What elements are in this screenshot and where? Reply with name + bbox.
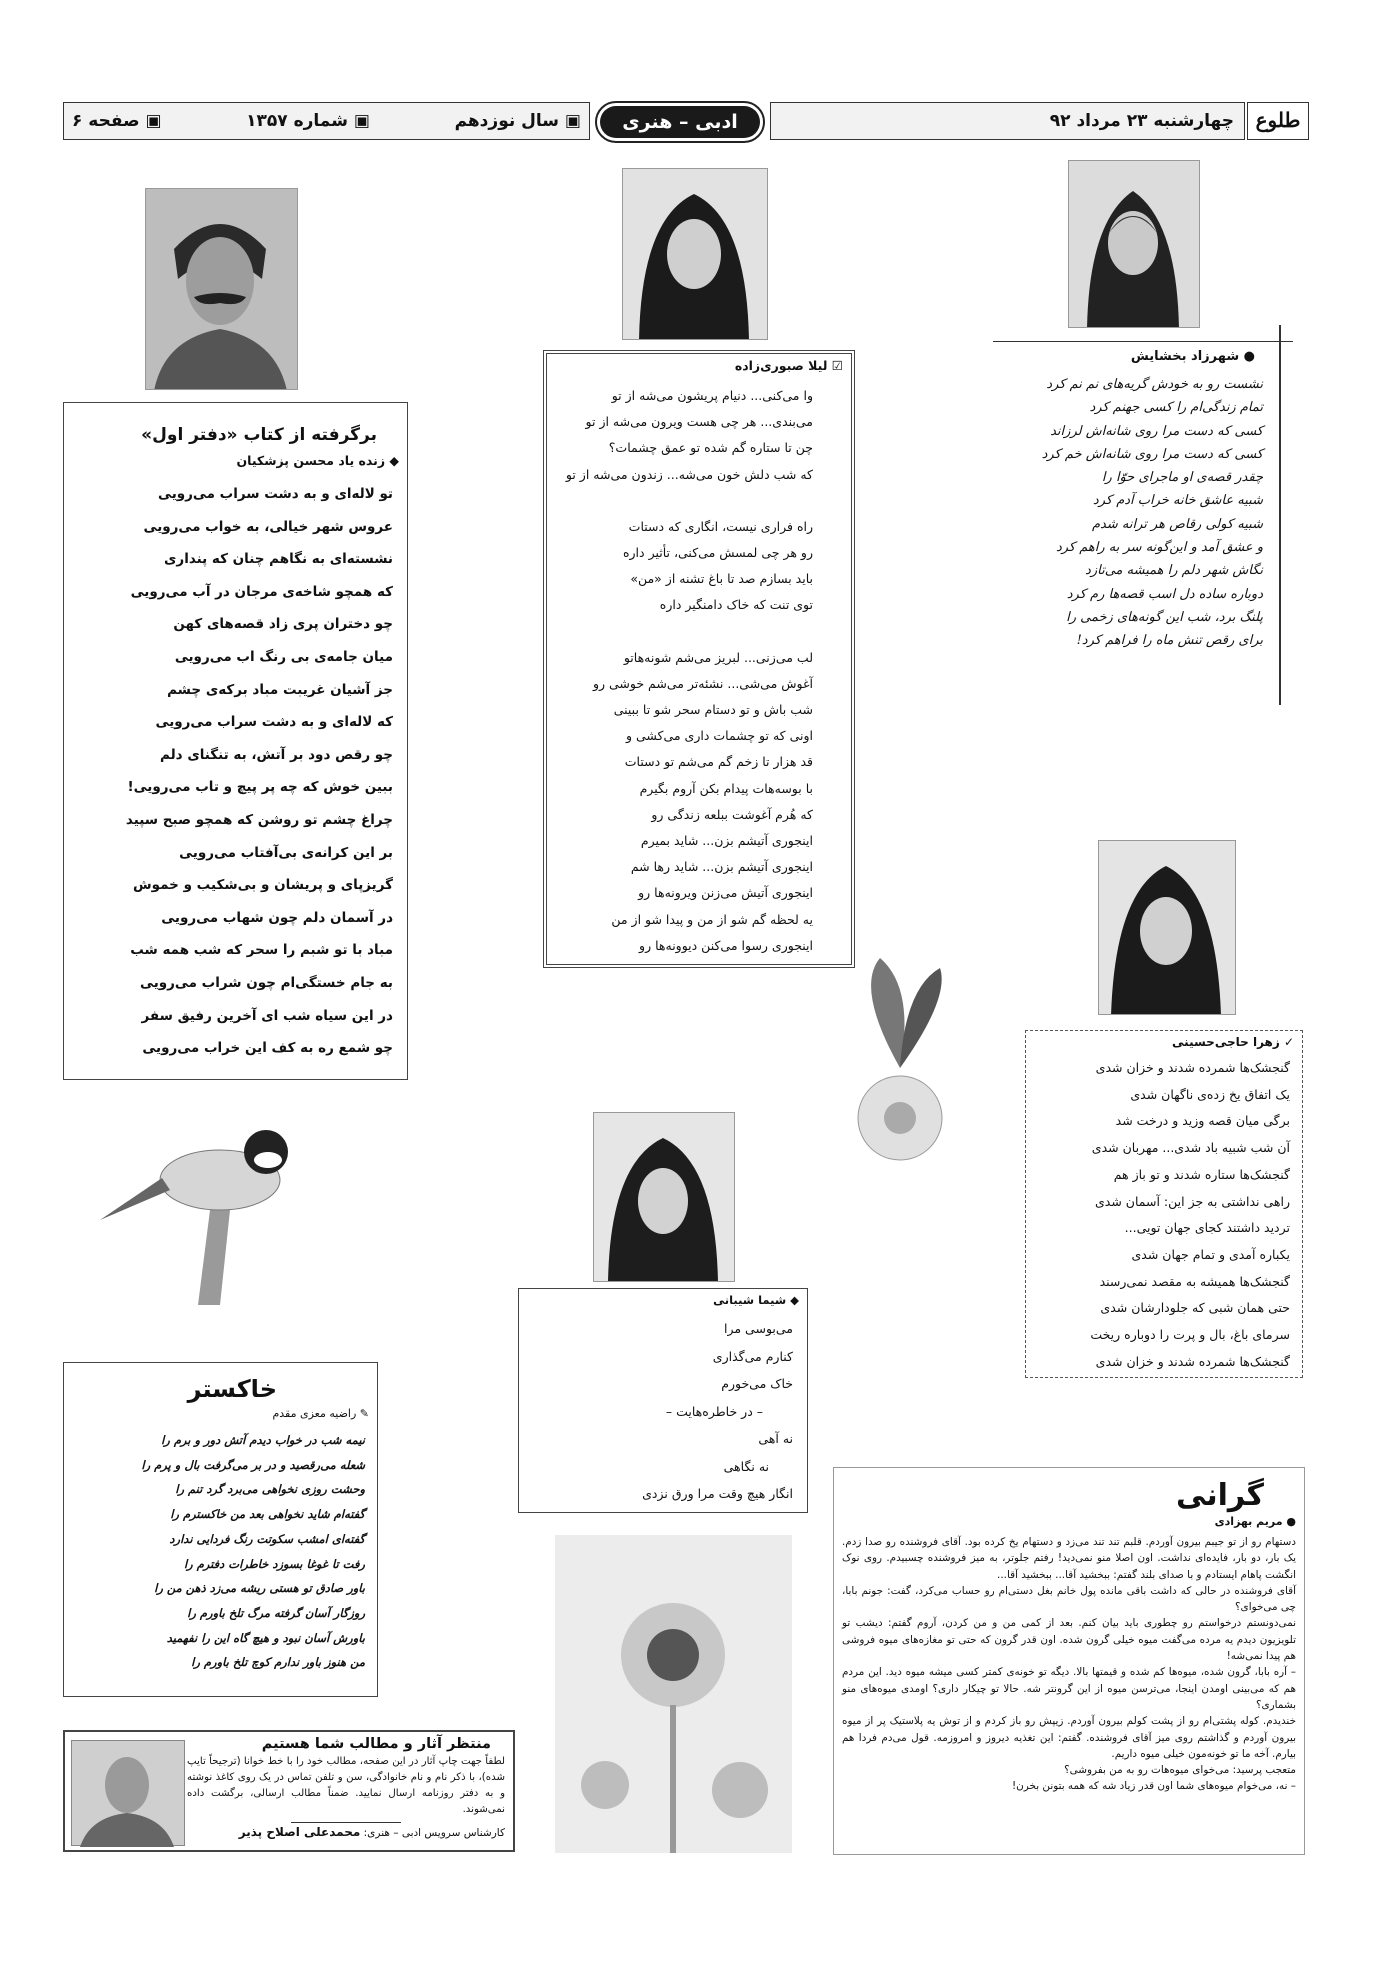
poem-line: یک اتفاق یخ زده‌ی ناگهان شدی (1130, 1086, 1290, 1102)
poem-line: به جام خستگی‌ام چون شراب می‌رویی (140, 974, 393, 991)
poem-line: می‌بندی... هر چی هست ویرون می‌شه از تو (585, 414, 813, 430)
notice-content (187, 1736, 505, 1839)
poem-line: کسی که دست مرا روی شانه‌اش لرزاند (1050, 423, 1263, 439)
poem-line: چن تا ستاره گم شده تو عمق چشمات؟ (608, 440, 813, 456)
poem-line: گنجشک‌ها شمرده شدند و خزان شدی (1095, 1060, 1290, 1075)
portrait-illustration (145, 189, 297, 390)
portrait-illustration (622, 169, 767, 340)
box-title: گرانی (1175, 1478, 1264, 1513)
author-photo-shima (593, 1112, 735, 1282)
poem-line: و عشق آمد و این‌گونه سر به راهم کرد (1055, 540, 1263, 556)
poem-line: آغوش می‌شی... نشئه‌تر می‌شم خوشی رو (592, 675, 813, 691)
portrait-illustration (70, 1741, 184, 1847)
story-paragraph: نمی‌دونستم درخواستم رو چطوری باید بیان کنم. بعد از کمی من و من کردن، آروم گفتم: دیشب تو تلویزیون دیدم یه مرده می‌گفت میوه خیلی گرون شده. اون قدر گرون که حتی تو مغازه‌های میوه فروشی هم پیدا نمی‌شه! (842, 1617, 1296, 1663)
poem-line: ببین خوش که چه پر پیچ و تاب می‌رویی! (127, 779, 393, 796)
poem-lines (1013, 373, 1263, 653)
poem-line: کنارم می‌گذاری (712, 1348, 793, 1364)
butterfly-flower-illustration (805, 948, 995, 1168)
poem-line: شب باش و تو دستام سحر شو تا ببینی (613, 702, 813, 718)
poem-line: در آسمان دلم چون شهاب می‌رویی (161, 909, 393, 926)
poem-lines (1026, 1053, 1302, 1375)
poem-line: که هُرم آغوشت ببلعه زندگی رو (651, 806, 813, 822)
notice-body: لطفاً جهت چاپ آثار در این صفحه، مطالب خود را با خط خوانا (ترجیحاً تایپ شده)، با ذکر نام و نام خانوادگی، سن و تلفن تماس در یک روی کاغذ نوشته و به دفتر روزنامه ارسال نمایید. ضمناً مطالب ارسالی، برگشت داده نمی‌شوند. (187, 1756, 505, 1815)
poem-line: روزگار آسان گرفته مرگ تلخ باورم را (187, 1605, 365, 1620)
poem-line: نگاش شهر دلم را همیشه می‌تازد (1085, 563, 1263, 579)
author-photo-shahrzad (1068, 160, 1200, 328)
poem-line: که لاله‌ای و به دشت سراب می‌رویی (155, 714, 393, 731)
notice-signature: کارشناس سرویس ادبی – هنری: محمدعلی اصلاح پذیر (238, 1825, 505, 1839)
poem-line: عروس شهر خیالی، به خواب می‌رویی (143, 518, 393, 535)
poem-shahrzad (993, 325, 1283, 705)
poem-shima (518, 1288, 808, 1513)
poem-author: ✎ راضیه معزی مقدم (272, 1407, 369, 1420)
poem-line: رو هر چی لمسش می‌کنی، تأثیر داره (622, 545, 813, 561)
poem-line: شبیه عاشق خانه خراب آدم کرد (1092, 493, 1263, 509)
poem-line: یه لحظه گم شو از من و پیدا شو از من (611, 911, 813, 927)
poem-line: آن شب شبیه باد شدی... مهربان شدی (1091, 1140, 1290, 1156)
poem-line: لب می‌زنی... لبریز می‌شم شونه‌هاتو (623, 649, 813, 665)
poem-line: تو لاله‌ای و به دشت سراب می‌رویی (158, 486, 393, 502)
author-photo-leila (622, 168, 768, 340)
poem-line: یکباره آمدی و تمام جهان شدی (1131, 1246, 1290, 1262)
poem-line: خاک می‌خورم (721, 1376, 793, 1391)
poem-author: ◆ شیما شیبانی (713, 1293, 799, 1307)
story-paragraph: متعجب پرسید: می‌خوای میوه‌هات رو به من بفروشی؟ (1064, 1764, 1296, 1777)
story-author: ● مریم بهزادی (1214, 1515, 1296, 1528)
poem-khakestar (63, 1362, 378, 1697)
header-info-bar (63, 102, 590, 140)
author-photo-zahra (1098, 840, 1236, 1015)
poem-author: ◆ زنده یاد محسن پزشکیان (236, 453, 399, 468)
poem-line: گفته‌ای امشب سکوتت رنگ فردایی ندارد (169, 1531, 365, 1546)
poem-line: اینجوری آتیش می‌زنن ویرونه‌ها رو (638, 885, 813, 901)
poem-line: من هنوز باور ندارم کوچ تلخ باورم را (191, 1655, 365, 1670)
submission-notice (63, 1730, 515, 1852)
poem-line: مباد با تو شبم را سحر که شب همه شب (130, 942, 393, 959)
header-date-bar (770, 102, 1245, 140)
newspaper-logo: طلوع (1247, 102, 1309, 140)
bird-icon (80, 1090, 300, 1305)
poem-lines (64, 472, 407, 1065)
notice-divider (291, 1822, 401, 1823)
poem-stanza (547, 377, 851, 488)
poem-line: چو دختران پری زاد قصه‌های کهن (173, 616, 393, 633)
poem-line: پلنگ برد، شب این گونه‌های زخمی را (1066, 609, 1263, 625)
poem-line: میان جامه‌ی بی رنگ اب می‌رویی (174, 648, 393, 665)
poem-line: برای رقص تنش ماه را فراهم کرد! (1076, 633, 1263, 649)
portrait-illustration (593, 1113, 734, 1282)
poem-line: چو شمع ره به کف این خراب می‌رویی (142, 1040, 393, 1057)
poem-line: گریزپای و پریشان و بی‌شکیب و خموش (133, 877, 393, 894)
poem-line: کسی که دست مرا روی شانه‌اش خم کرد (1041, 446, 1263, 462)
poem-line: بر این کرانه‌ی بی‌آفتاب می‌رویی (179, 844, 393, 861)
editor-photo (71, 1740, 185, 1846)
poem-line: گنجشک‌ها شمرده شدند و خزان شدی (1095, 1353, 1290, 1369)
poem-line: با بوسه‌هات پیدام بکن آروم بگیرم (639, 780, 813, 796)
poem-line: انگار هیچ وقت مرا ورق نزدی (642, 1486, 793, 1501)
header-year: ▣ سال نوزدهم (454, 111, 581, 131)
poem-line: – در خاطره‌هایت – (665, 1403, 763, 1419)
poem-zahra (1025, 1030, 1303, 1378)
poem-line: اینجوری آتیشم بزن... شاید رها شم (630, 859, 813, 875)
author-photo-pezeshkian (145, 188, 298, 390)
sunflower-icon (555, 1535, 792, 1853)
story-body (834, 1532, 1304, 1795)
column-rule (1279, 325, 1281, 705)
column-rule-top (993, 341, 1293, 342)
portrait-illustration (1098, 841, 1235, 1015)
notice-title: منتظر آثار و مطالب شما هستیم (261, 1736, 491, 1752)
poem-line: اونی که تو چشمات داری می‌کشی و (625, 728, 813, 744)
poem-line: می‌بوسی مرا (724, 1321, 793, 1336)
story-paragraph: آقای فروشنده در حالی که داشت باقی مانده پول خانم بغل دستی‌ام رو حساب می‌کرد، گفت: جونم بابا، چی می‌خوای؟ (842, 1584, 1296, 1614)
poem-line: تردید داشتند کجای جهان تویی... (1124, 1220, 1290, 1236)
portrait-illustration (1068, 161, 1199, 328)
story-paragraph: خندیدم. کوله پشتی‌ام رو از پشت کولم بیرون آوردم. زیپش رو باز کردم و از توش یه پلاستیک پر از میوه بیرون آوردم و گذاشتم روی میز آقای فروشنده. گفتم: این تغذیه دیروز و امروزمه. قول می‌دم فردا هم بیارم. آخه ما تو خونه‌مون خیلی میوه داریم. (842, 1715, 1296, 1760)
header-date: چهارشنبه ۲۳ مرداد ۹۲ (1049, 111, 1234, 131)
poem-line: توی تنت که خاک دامنگیر داره (659, 597, 813, 613)
poem-line: راهی نداشتی به جز این: آسمان شدی (1094, 1193, 1290, 1209)
poem-line: حتی همان شبی که جلودارشان شدی (1100, 1300, 1290, 1316)
editor-name: محمدعلی اصلاح پذیر (238, 1825, 361, 1839)
poem-line: وا می‌کنی... دنیام پریشون می‌شه از تو (611, 388, 813, 403)
poem-line: برگی میان قصه وزید و درخت شد (1115, 1113, 1290, 1129)
butterfly-icon (805, 948, 995, 1168)
story-gerani (833, 1467, 1305, 1855)
poem-line: نه آهی (758, 1431, 793, 1446)
header-page: ▣ صفحه ۶ (72, 111, 162, 131)
poem-line: چقدر قصه‌ی او ماجرای حوّا را (1101, 470, 1263, 486)
poem-line: جز آشیان غریبت مباد برکه‌ی چشم (167, 681, 393, 698)
poem-line: چو رقص دود بر آتش، به تنگنای دلم (160, 746, 393, 763)
box-title: برگرفته از کتاب «دفتر اول» (141, 425, 377, 445)
poem-line: اینجوری رسوا می‌کنن دیوونه‌ها رو (639, 937, 813, 953)
poem-line: در این سیاه شب ای آخرین رفیق سفر (141, 1007, 393, 1024)
poem-daftar-aval (63, 402, 408, 1080)
poem-line: رفت تا غوغا بسوزد خاطرات دفترم را (183, 1556, 365, 1571)
story-paragraph: دستهام رو از تو جیبم بیرون آوردم. قلبم تند تند می‌زد و دستهام یخ کرده بود. آقای فروشنده رو صدا زدم. یک بار، دو بار، فایده‌ای نداشت. اون اصلا منو نمی‌دید! رفتم جلوتر، به میز فروشنده چسبیدم. روی نوک انگشت پاهام ایستادم و با صدای بلند گفتم: ببخشید آقا... ببخشید آقا... (842, 1536, 1296, 1581)
poem-lines (519, 1311, 807, 1508)
section-badge (595, 101, 765, 143)
poem-line: که همچو شاخه‌ی مرجان در آب می‌رویی (130, 583, 393, 600)
poem-author: ☑ لیلا صبوری‌زاده (734, 358, 843, 373)
poem-line: نشسته‌ای به نگاهم چنان که پنداری (164, 551, 393, 568)
poem-leila (543, 350, 855, 968)
poem-line: قد هزار تا زخم گم می‌شم تو دستات (624, 754, 813, 770)
poem-line: گنجشک‌ها همیشه به مقصد نمی‌رسند (1099, 1273, 1290, 1289)
poem-line: نشست رو به خودش گریه‌های نم نم کرد (1046, 377, 1263, 392)
poem-line: گفته‌ام شاید نخواهی بعد من خاکسترم را (170, 1507, 365, 1522)
story-paragraph: – نه، می‌خوام میوه‌های شما اون قدر زیاد شه که همه بتونن بخرن! (1011, 1780, 1296, 1793)
poem-line: اینجوری آتیشم بزن... شاید بمیرم (640, 833, 813, 849)
poem-line: نیمه شب در خواب دیدم آتش دور و برم را (161, 1433, 365, 1447)
poem-lines (64, 1424, 377, 1675)
poem-line: دوباره ساده دل اسب قصه‌ها رم کرد (1066, 586, 1263, 602)
bird-illustration (80, 1090, 300, 1305)
poem-line: باید بسازم صد تا باغ تشنه از «من» (630, 571, 813, 587)
box-title: خاکستر (187, 1375, 277, 1403)
poem-line: وحشت روزی نخواهی می‌برد گرد تنم را (175, 1482, 365, 1497)
section-title: ادبی – هنری (600, 106, 760, 138)
poem-line: باورش آسان نبود و هیچ گاه این را نفهمید (166, 1630, 365, 1645)
sunflower-photo (555, 1535, 792, 1853)
header-issue: ▣ شماره ۱۳۵۷ (246, 111, 370, 131)
poem-author: ✓ زهرا حاجی‌حسینی (1172, 1035, 1294, 1049)
poem-line: که شب دلش خون می‌شه... زندون می‌شه از تو (565, 466, 813, 482)
poem-stanza (547, 488, 851, 619)
poem-line: سرمای باغ، بال و پرت را دوباره ریخت (1090, 1327, 1290, 1343)
poem-line: نه نگاهی (723, 1458, 769, 1474)
poem-stanza (547, 619, 851, 959)
poem-line: گنجشک‌ها ستاره شدند و تو باز هم (1113, 1166, 1290, 1182)
poem-line: راه فراری نیست، انگاری که دستات (628, 518, 813, 534)
poem-line: باور صادق تو هستی ریشه می‌زد ذهن من را (154, 1581, 365, 1596)
poem-line: شبیه کولی رقاص هر ترانه شدم (1091, 516, 1263, 532)
poem-line: تمام زندگی‌ام را کسی جهنم کرد (1089, 400, 1263, 416)
poem-line: چراغ چشم تو روشن که همچو صبح سپید (125, 811, 393, 828)
poem-line: شعله می‌رقصید و در بر می‌گرفت بال و پرم را (141, 1457, 365, 1472)
poem-author: ● شهرزاد بخشایش (1130, 349, 1255, 364)
story-paragraph: – آره بابا، گرون شده، میوه‌ها کم شده و قیمتها بالا. دیگه تو خونه‌ی کمتر کسی میشه میوه دید. این مردم هم که می‌بینی اومدن اینجا، می‌ترسن میوه از این گرونتر شه. حالا تو چیکار داری؟ اومدی میوه‌های منو بشماری؟ (842, 1666, 1296, 1711)
